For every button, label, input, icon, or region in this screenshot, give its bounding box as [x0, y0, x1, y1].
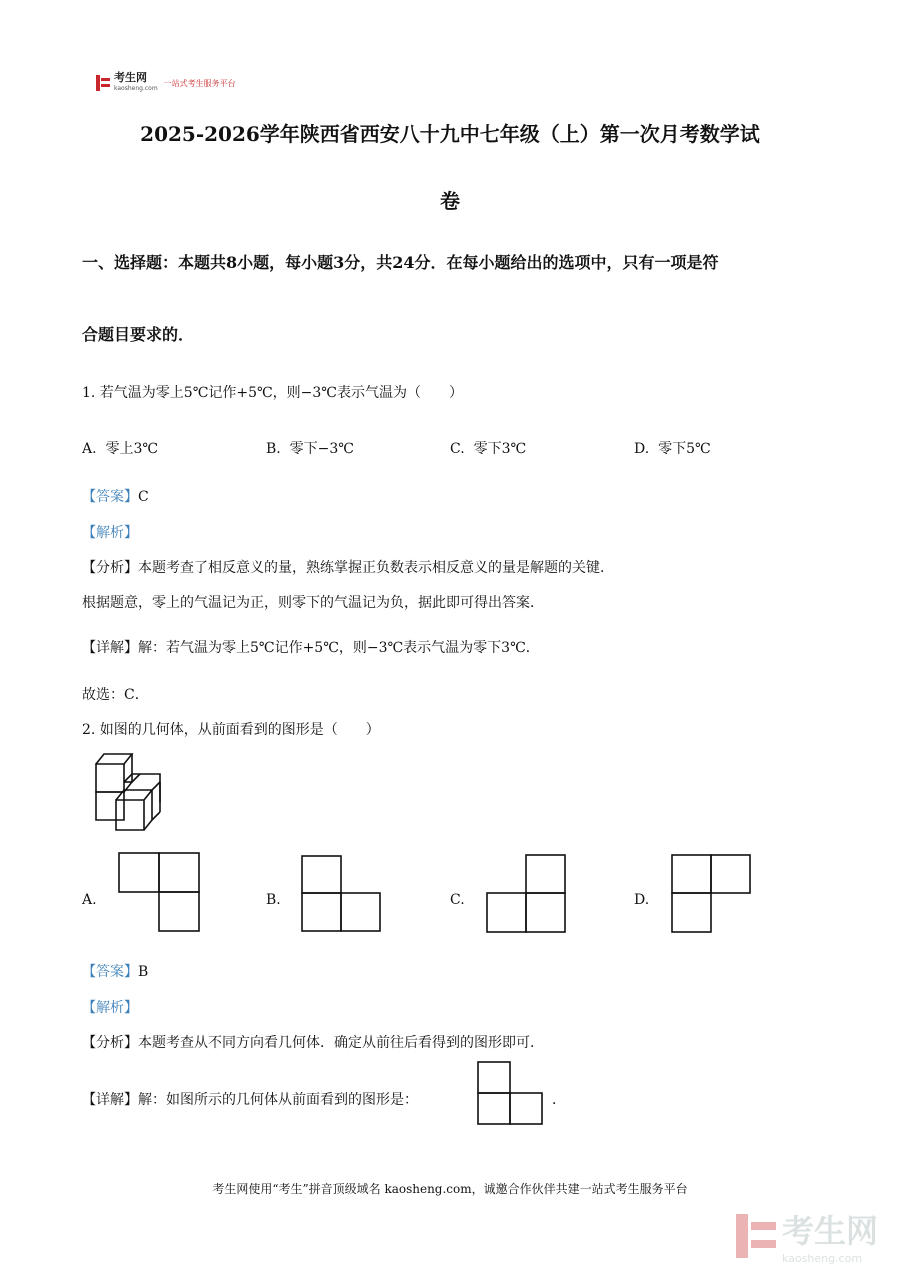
q2-answer-figure	[476, 1060, 544, 1126]
q2-period: ．	[552, 1092, 566, 1108]
section-heading-line2: 合题目要求的．	[82, 325, 195, 344]
q2-option-a-label: A.	[82, 892, 97, 908]
q1-analysis-tag: 【解析】	[82, 525, 138, 541]
q2-analysis-tag: 【解析】	[82, 1000, 138, 1016]
q1-stem: 1. 若气温为零上5℃记作+5℃，则−3℃表示气温为（ ）	[82, 385, 463, 401]
brand-tagline: 一站式考生服务平台	[163, 78, 236, 88]
q2-option-a-figure	[118, 852, 202, 934]
q2-option-b-label: B.	[266, 892, 281, 908]
answer-tag: 【答案】	[82, 964, 138, 980]
option-text: 零下3℃	[473, 441, 527, 457]
q2-option-c-figure	[485, 853, 567, 935]
q1-option-a	[82, 438, 158, 458]
paper-title-line1: 2025-2026学年陕西省西安八十九中七年级（上）第一次月考数学试	[140, 122, 760, 146]
option-text: 零下5℃	[658, 441, 711, 457]
q2-option-c-label: C.	[450, 892, 465, 908]
kaosheng-logo-icon	[96, 75, 110, 91]
q1-answer	[82, 486, 149, 506]
q1-guxuan: 故选：C．	[82, 687, 149, 703]
brand-name: 考生网 kaosheng.com	[114, 71, 158, 92]
q2-fenxi: 【分析】本题考查从不同方向看几何体．确定从前往后看得到的图形即可．	[82, 1035, 544, 1051]
answer-value: B	[138, 964, 149, 980]
paper-title-line2: 卷	[440, 189, 460, 213]
watermark	[736, 1206, 878, 1265]
q1-option-c	[450, 438, 526, 458]
q1-fenxi: 【分析】本题考查了相反意义的量，熟练掌握正负数表示相反意义的量是解题的关键．	[82, 560, 614, 576]
q2-answer	[82, 961, 148, 981]
watermark-text: 考生网	[781, 1212, 878, 1250]
q2-solid-figure	[92, 748, 172, 834]
option-label: D.	[634, 441, 650, 457]
q1-option-d	[634, 438, 711, 458]
answer-value: C	[138, 489, 149, 505]
q2-xiangjie: 【详解】解：如图所示的几何体从前面看到的图形是：	[82, 1092, 418, 1108]
option-label: B.	[266, 441, 281, 457]
q1-xiangjie: 【详解】解：若气温为零上5℃记作+5℃，则−3℃表示气温为零下3℃．	[82, 640, 540, 656]
q2-option-d-label: D.	[634, 892, 650, 908]
q2-stem: 2. 如图的几何体，从前面看到的图形是（ ）	[82, 722, 380, 738]
section-heading-line1: 一、选择题：本题共8小题，每小题3分，共24分．在每小题给出的选项中，只有一项是符	[82, 253, 719, 272]
header-logo	[96, 72, 236, 94]
q2-option-d-figure	[670, 853, 752, 935]
answer-tag: 【答案】	[82, 489, 138, 505]
page-footer: 考生网使用“考生”拼音顶级域名 kaosheng.com，诚邀合作伙伴共建一站式考生服务平台	[212, 1182, 688, 1196]
option-label: C.	[450, 441, 465, 457]
q2-option-b-figure	[300, 854, 382, 934]
watermark-domain: kaosheng.com	[781, 1252, 863, 1265]
watermark-logo-icon	[736, 1214, 776, 1258]
option-label: A.	[82, 441, 97, 457]
option-text: 零上3℃	[105, 441, 159, 457]
option-text: 零下−3℃	[289, 441, 354, 457]
brand-domain: kaosheng.com	[114, 85, 158, 92]
q1-option-b	[266, 438, 354, 458]
q1-fenxi-2: 根据题意，零上的气温记为正，则零下的气温记为负，据此即可得出答案．	[82, 595, 544, 611]
